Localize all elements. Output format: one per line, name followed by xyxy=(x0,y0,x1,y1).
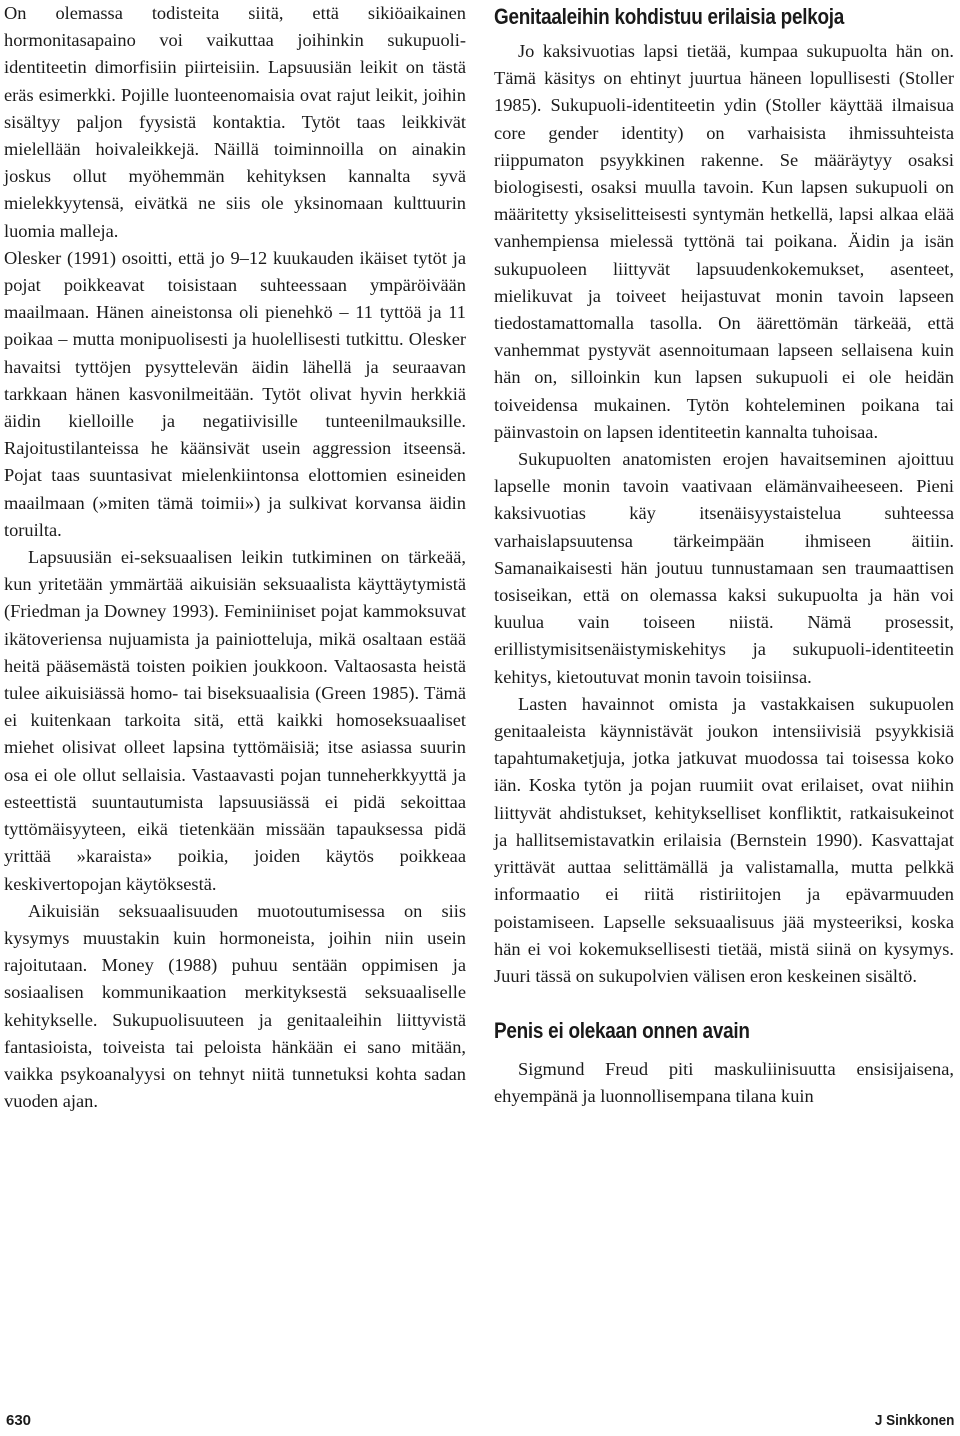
left-column xyxy=(4,0,466,1115)
page-number: 630 xyxy=(6,1412,32,1429)
section-heading: Penis ei olekaan onnen avain xyxy=(494,1018,750,1044)
body-paragraph: Jo kaksivuotias lapsi tietää, kumpaa sukupuolta hän on. Tämä käsitys on ehtinyt juurtua häneen lopullisesti (Stoller 1985). Sukupuoli-identiteetin ydin (Stoller käyttää ilmaisua core gender identity) on varhaisista ihmissuhteista riippumaton psyykkinen rakenne. Se määräytyy osaksi biologisesti, osaksi muulla tavoin. Kun lapsen sukupuoli on määritetty yksiselitteisesti syntymän hetkellä, lapsi alkaa elää vanhempiensa mielessä tyttönä tai poikana. Äidin ja isän sukupuoleen liittyvät lapsuudenkokemukset, asenteet, mielikuvat ja toiveet heijastuvat monin tavoin lapseen tiedostamattomalla tasolla. On äärettömän tärkeää, että vanhemmat pystyvät asennoitumaan lapseen sellaisena kuin hän on, silloinkin kun lapsen sukupuoli ei ole heidän toiveidensa mukainen. Tytön kohteleminen poikana tai päinvastoin on lapsen identiteetin kannalta tuhoisaa. xyxy=(494,41,954,442)
section-heading: Genitaaleihin kohdistuu erilaisia pelkoja xyxy=(494,4,845,29)
body-paragraph: Lasten havainnot omista ja vastakkaisen sukupuolen genitaaleista käynnistävät joukon intensiivisiä psyykkisiä tapahtumaketjuja, jotka jatkuvat muodossa tai toisessa koko iän. Koska tytön ja pojan ruumiit ovat erilaiset, ovat niihin liittyvät ahdistukset, kehitykselliset konfliktit, ratkaisukeinot ja hallitsemistavatkin erilaisia (Bernstein 1990). Kasvattajat yrittävät auttaa selittämällä ja valistamalla, mutta pelkkä informaatio ei riitä ristiriitojen ja epävarmuuden poistamiseen. Lapselle seksuaalisuus jää mysteeriksi, koska hän ei voi kokemuksellisesti tietää, mistä siinä on kysymys. Juuri tässä on sukupolvien välisen eron keskeinen sisältö. xyxy=(494,693,954,986)
body-paragraph: Aikuisiän seksuaalisuuden muotoutumisessa on siis kysymys muustakin kuin hormoneista, joihin niin usein rajoitutaan. Money (1988) puhuu sentään oppimisen ja sosiaalisen kommunikaation merkityksestä seksuaaliselle kehitykselle. Sukupuolisuuteen ja genitaaleihin liittyvistä fantasioista, toiveista tai peloista hänkään ei sano mitään, vaikka psykoanalyysi on tehnyt niitä tunnetuksi kohta sadan vuoden ajan. xyxy=(4,900,466,1112)
body-paragraph: On olemassa todisteita siitä, että sikiöaikainen hormonitasapaino voi vaikuttaa joihinkin sukupuoli-identiteetin dimorfisiin piirteisiin. Lapsuusiän leikit on tästä eräs esimerkki. Pojille luonteenomaisia ovat rajut leikit, joihin sisältyy paljon fyysistä kontaktia. Tytöt taas leikkivät mielellään hoivaleikkejä. Näillä toiminnoilla on ainakin joskus ollut myöhemmän kehityksen kannalta syvä mielekkyytensä, eivätkä ne siis ole yksinomaan kulttuurin luomia malleja. xyxy=(4,3,466,241)
right-column xyxy=(494,0,954,1111)
body-paragraph: Lapsuusiän ei-seksuaalisen leikin tutkiminen on tärkeää, kun yritetään ymmärtää aikuisiän seksuaalista käyttäytymistä (Friedman ja Downey 1993). Feminiiniset pojat kammoksuvat ikätoveriensa nujuamista ja painiotteluja, mikä osaltaan estää heitä pääsemästä toisten poikien joukkoon. Valtaosasta heistä tulee aikuisiässä homo- tai biseksuaalisia (Green 1985). Tämä ei kuitenkaan tarkoita sitä, että kaikki homoseksuaaliset miehet olisivat olleet lapsina tyttömäisiä; itse asiassa suurin osa ei ole ollut sellaisia. Vastaavasti pojan tunneherkkyyttä ja esteettistä suuntautumista lapsuusiässä ei pidä sekoittaa tyttömäisyyteen, eikä tietenkään missään tapauksessa pidä yrittää »karaista» poikia, joiden käytös poikkeaa keskivertopojan käytöksestä. xyxy=(4,547,466,894)
running-author: J Sinkkonen xyxy=(874,1412,954,1429)
body-paragraph: Olesker (1991) osoitti, että jo 9–12 kuukauden ikäiset tytöt ja pojat poikkeavat toisistaan suhteessaan ympäröivään maailmaan. Hänen aineistonsa oli pienehkö – 11 tyttöä ja 11 poikaa – mutta monipuolisesti ja huolellisesti tutkittu. Olesker havaitsi tyttöjen pysyttelevän äidin lähellä ja seuraavan tarkkaan hänen kasvonilmeitään. Tytöt olivat hyvin herkkiä äidin kielloille ja negatiivisille tunteenilmauksille. Rajoitustilanteissa he käänsivät usein aggression itseensä. Pojat taas suuntasivat mielenkiintonsa elottomien esineiden maailmaan (»miten tämä toimii») ja sulkivat korvansa äidin toruilta. xyxy=(4,247,466,540)
body-paragraph: Sukupuolten anatomisten erojen havaitseminen ajoittuu lapselle monin tavoin vaativaan elämänvaiheeseen. Pieni kaksivuotias käy itsenäisyystaistelua suhteessa varhaislapsuutensa tärkeimpään ihmiseen äitiin. Samanaikaisesti hän joutuu tunnustamaan sen traumaattisen tosiseikan, että on olemassa kaksi sukupuolta ja hän voi kuulua vain toiseen niistä. Nämä prosessit, erillistymisitsenäistymiskehitys ja sukupuoli-identiteetin kehitys, kietoutuvat monin tavoin toisiinsa. xyxy=(494,449,954,687)
page-footer xyxy=(0,1412,960,1436)
body-paragraph: Sigmund Freud piti maskuliinisuutta ensisijaisena, ehyempänä ja luonnollisempana tilana kuin xyxy=(494,1059,954,1107)
